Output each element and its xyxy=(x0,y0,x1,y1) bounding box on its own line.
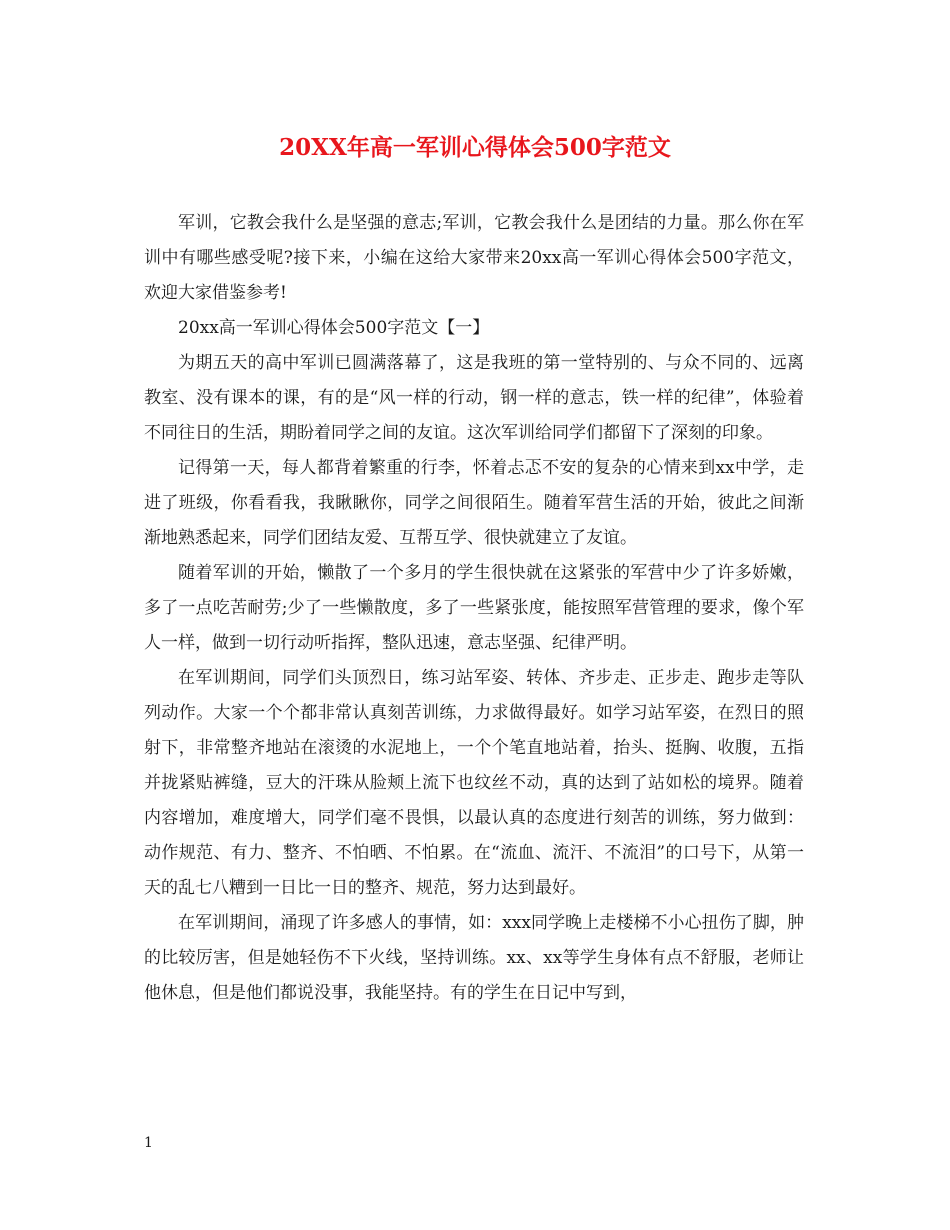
paragraph: 为期五天的高中军训已圆满落幕了，这是我班的第一堂特别的、与众不同的、远离教室、没有课本的课，有的是“风一样的行动，钢一样的意志，铁一样的纪律”，体验着不同往日的生活，期盼着同学之间的友谊。这次军训给同学们都留下了深刻的印象。 xyxy=(144,353,804,443)
paragraph: 在军训期间，涌现了许多感人的事情，如：xxx同学晚上走楼梯不小心扭伤了脚，肿的比较厉害，但是她轻伤不下火线，坚持训练。xx、xx等学生身体有点不舒服，老师让他休息，但是他们都说没事，我能坚持。有的学生在日记中写到， xyxy=(144,913,804,1003)
paragraph: 在军训期间，同学们头顶烈日，练习站军姿、转体、齐步走、正步走、跑步走等队列动作。大家一个个都非常认真刻苦训练，力求做得最好。如学习站军姿，在烈日的照射下，非常整齐地站在滚烫的水泥地上，一个个笔直地站着，抬头、挺胸、收腹，五指并拢紧贴裤缝，豆大的汗珠从脸颊上流下也纹丝不动，真的达到了站如松的境界。随着内容增加，难度增大，同学们毫不畏惧，以最认真的态度进行刻苦的训练，努力做到：动作规范、有力、整齐、不怕晒、不怕累。在“流血、流汗、不流泪”的口号下，从第一天的乱七八糟到一日比一日的整齐、规范，努力达到最好。 xyxy=(144,668,804,898)
page-number: 1 xyxy=(144,1135,153,1151)
document-body xyxy=(144,206,804,1011)
section-heading: 20xx高一军训心得体会500字范文【一】 xyxy=(178,318,490,338)
paragraph: 记得第一天，每人都背着繁重的行李，怀着忐忑不安的复杂的心情来到xx中学，走进了班级，你看看我，我瞅瞅你，同学之间很陌生。随着军营生活的开始，彼此之间渐渐地熟悉起来，同学们团结友爱、互帮互学、很快就建立了友谊。 xyxy=(144,458,804,548)
document-title: 20XX年高一军训心得体会500字范文 xyxy=(279,134,671,161)
paragraph: 随着军训的开始，懒散了一个多月的学生很快就在这紧张的军营中少了许多娇嫩，多了一点吃苦耐劳;少了一些懒散度，多了一些紧张度，能按照军营管理的要求，像个军人一样，做到一切行动听指挥，整队迅速，意志坚强、纪律严明。 xyxy=(144,563,804,653)
paragraph-intro: 军训，它教会我什么是坚强的意志;军训，它教会我什么是团结的力量。那么你在军训中有哪些感受呢?接下来，小编在这给大家带来20xx高一军训心得体会500字范文，欢迎大家借鉴参考! xyxy=(144,213,804,303)
